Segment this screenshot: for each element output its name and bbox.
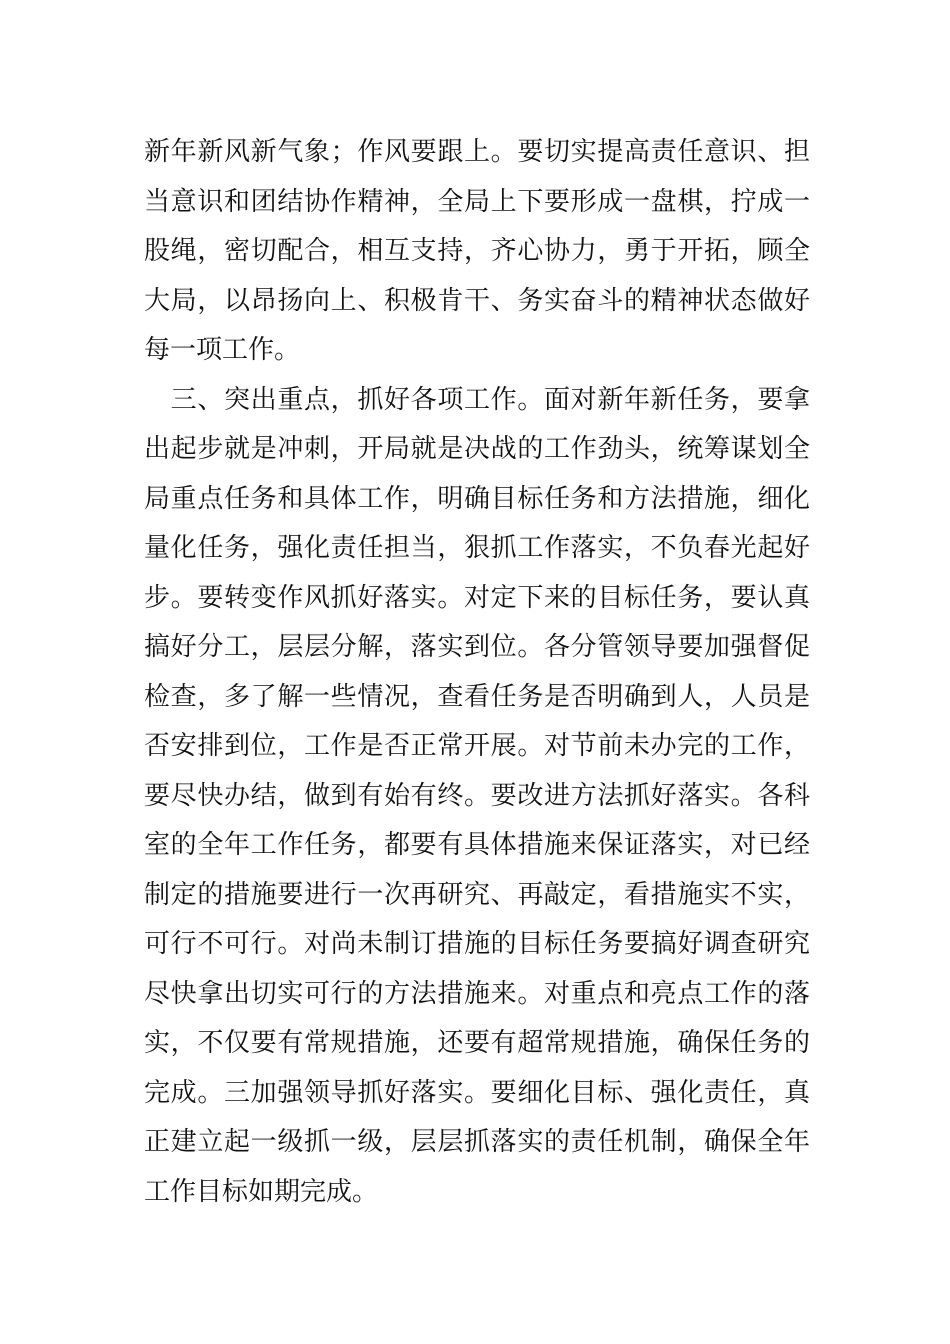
text-line: 搞好分工，层层分解，落实到位。各分管领导要加强督促 (144, 632, 810, 662)
text-line: 局重点任务和具体工作，明确目标任务和方法措施，细化 (144, 483, 810, 514)
text-line: 正建立起一级抓一级，层层抓落实的责任机制，确保全年 (144, 1127, 810, 1157)
text-line: 可行不可行。对尚未制订措施的目标任务要搞好调查研究 (144, 929, 810, 959)
text-line: 要尽快办结，做到有始有终。要改进方法抓好落实。各科 (144, 780, 810, 811)
text-line: 新年新风新气象；作风要跟上。要切实提高责任意识、担 (144, 137, 810, 167)
text-line: 室的全年工作任务，都要有具体措施来保证落实，对已经 (144, 830, 810, 860)
text-line: 三、突出重点，抓好各项工作。面对新年新任务，要拿 (144, 384, 810, 415)
text-line: 尽快拿出切实可行的方法措施来。对重点和亮点工作的落 (144, 978, 810, 1009)
text-line: 完成。三加强领导抓好落实。要细化目标、强化责任，真 (144, 1077, 810, 1108)
paragraph (144, 376, 810, 1218)
text-line: 步。要转变作风抓好落实。对定下来的目标任务，要认真 (144, 582, 810, 613)
text-line: 当意识和团结协作精神，全局上下要形成一盘棋，拧成一 (144, 186, 810, 217)
text-line: 实，不仅要有常规措施，还要有超常规措施，确保任务的 (144, 1028, 810, 1058)
text-line: 出起步就是冲刺，开局就是决战的工作劲头，统筹谋划全 (144, 434, 810, 464)
text-line: 每一项工作。 (144, 335, 301, 365)
document-body (144, 128, 810, 1217)
text-line: 工作目标如期完成。 (144, 1176, 379, 1207)
text-line: 量化任务，强化责任担当，狠抓工作落实，不负春光起好 (144, 533, 810, 563)
text-line: 检查，多了解一些情况，查看任务是否明确到人，人员是 (144, 681, 810, 712)
text-line: 否安排到位，工作是否正常开展。对节前未办完的工作， (144, 731, 810, 761)
text-line: 股绳，密切配合，相互支持，齐心协力，勇于开拓，顾全 (144, 236, 810, 266)
text-line: 大局，以昂扬向上、积极肯干、务实奋斗的精神状态做好 (144, 285, 810, 316)
paragraph (144, 128, 810, 376)
text-line: 制定的措施要进行一次再研究、再敲定，看措施实不实， (144, 879, 810, 910)
